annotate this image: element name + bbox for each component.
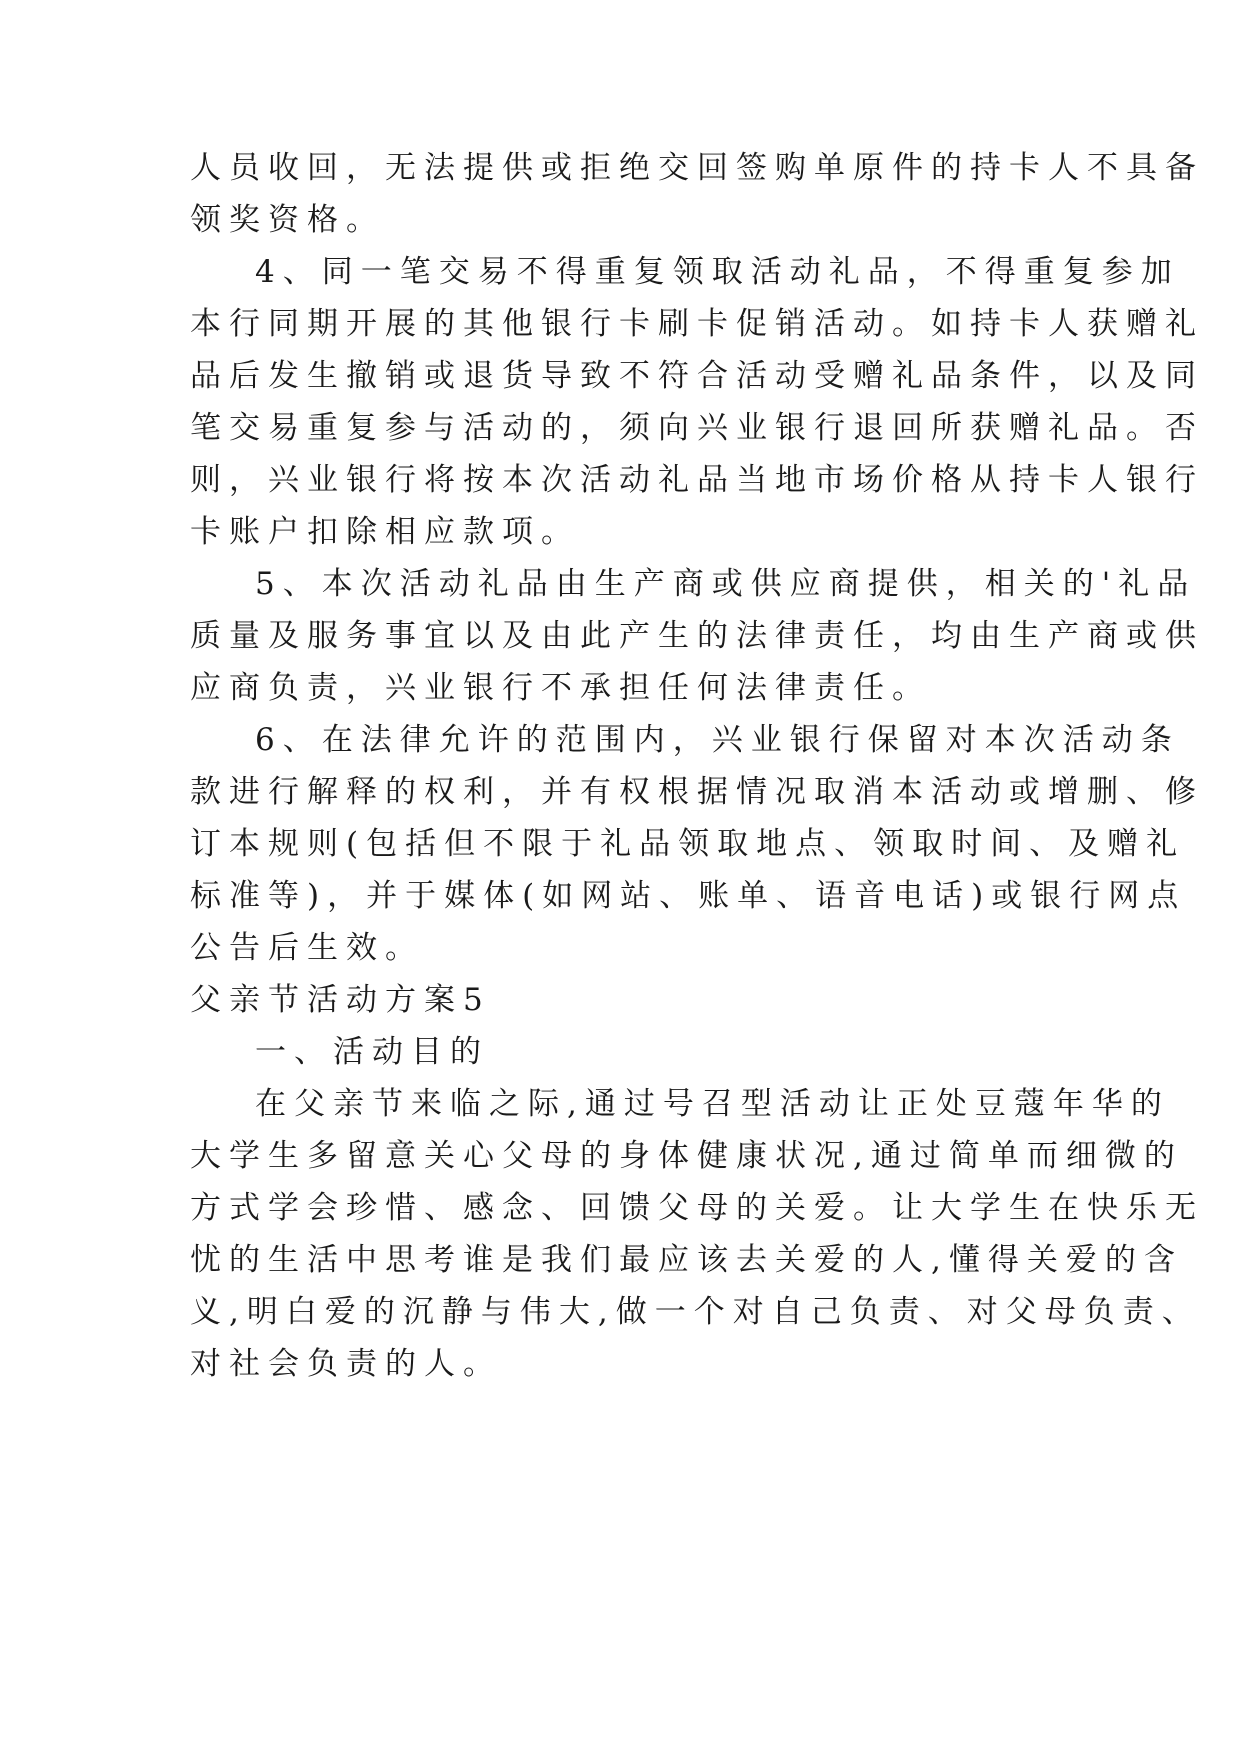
text-line-24: 对社会负责的人。 — [190, 1346, 502, 1382]
text-line-22: 忧的生活中思考谁是我们最应该去关爱的人,懂得关爱的含 — [190, 1242, 1183, 1278]
subsection-heading: 一、活动目的 — [255, 1034, 489, 1070]
text-line-4: 本行同期开展的其他银行卡刷卡促销活动。如持卡人获赠礼 — [190, 306, 1204, 342]
text-line-9: 5、本次活动礼品由生产商或供应商提供，相关的'礼品 — [255, 566, 1197, 602]
text-line-15: 标准等)，并于媒体(如网站、账单、语音电话)或银行网点 — [190, 878, 1187, 914]
text-line-7: 则，兴业银行将按本次活动礼品当地市场价格从持卡人银行 — [190, 462, 1204, 498]
text-line-16: 公告后生效。 — [190, 930, 424, 966]
text-line-3: 4、同一笔交易不得重复领取活动礼品，不得重复参加 — [255, 254, 1180, 290]
text-line-12: 6、在法律允许的范围内，兴业银行保留对本次活动条 — [255, 722, 1180, 758]
text-line-8: 卡账户扣除相应款项。 — [190, 514, 580, 550]
text-line-2: 领奖资格。 — [190, 202, 385, 238]
text-line-5: 品后发生撤销或退货导致不符合活动受赠礼品条件，以及同 — [190, 358, 1204, 394]
text-line-6: 笔交易重复参与活动的，须向兴业银行退回所获赠礼品。否 — [190, 410, 1204, 446]
text-line-14: 订本规则(包括但不限于礼品领取地点、领取时间、及赠礼 — [190, 826, 1186, 862]
text-line-13: 款进行解释的权利，并有权根据情况取消本活动或增删、修 — [190, 774, 1204, 810]
text-line-23: 义,明白爱的沉静与伟大,做一个对自己负责、对父母负责、 — [190, 1294, 1201, 1330]
section-heading: 父亲节活动方案5 — [190, 982, 491, 1018]
text-line-1: 人员收回，无法提供或拒绝交回签购单原件的持卡人不具备 — [190, 150, 1204, 186]
text-line-21: 方式学会珍惜、感念、回馈父母的关爱。让大学生在快乐无 — [190, 1190, 1204, 1226]
text-line-19: 在父亲节来临之际,通过号召型活动让正处豆蔻年华的 — [255, 1086, 1170, 1122]
text-line-20: 大学生多留意关心父母的身体健康状况,通过简单而细微的 — [190, 1138, 1183, 1174]
text-line-10: 质量及服务事宜以及由此产生的法律责任，均由生产商或供 — [190, 618, 1204, 654]
text-line-11: 应商负责，兴业银行不承担任何法律责任。 — [190, 670, 931, 706]
